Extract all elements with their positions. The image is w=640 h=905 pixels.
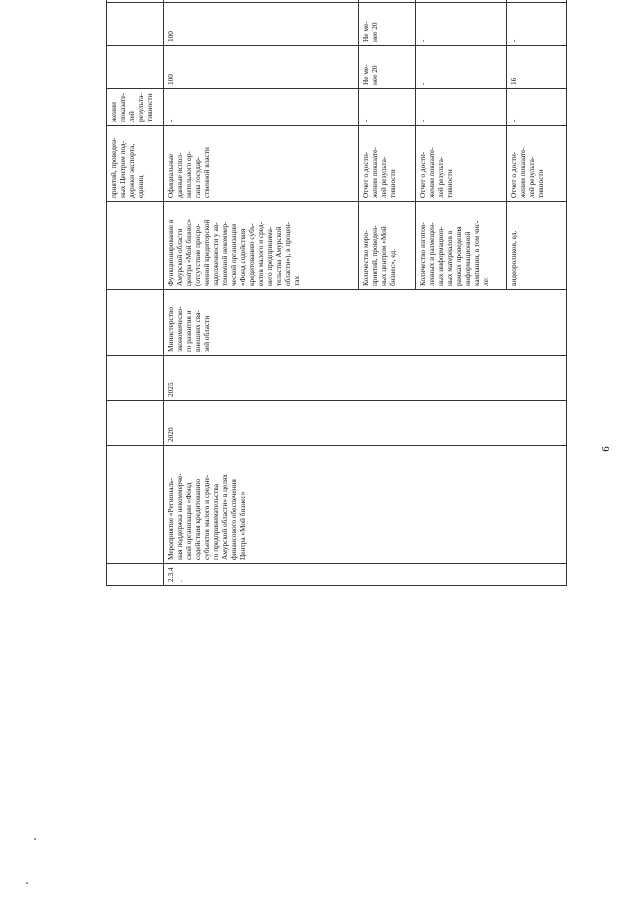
- row-cell: жении показате- лей результа- тивности: [107, 89, 164, 126]
- value-cell: -: [359, 89, 416, 126]
- data-table: [106, 0, 567, 586]
- value-cell: [416, 0, 507, 3]
- row-cell: [107, 202, 164, 290]
- value-cell: -: [416, 3, 507, 46]
- table-row: [164, 0, 359, 586]
- scan-speck: [26, 882, 28, 884]
- value-cell: -: [507, 3, 567, 46]
- source-cell: Отчет о дости- жении показате- лей результа- тивности: [359, 126, 416, 202]
- value-cell: 100: [164, 3, 359, 46]
- start-year-cell: 2020: [164, 401, 567, 446]
- value-cell: [164, 0, 359, 3]
- indicator-cell: видеороликов, ед.: [507, 202, 567, 290]
- value-cell: 100: [164, 46, 359, 89]
- row-cell: [107, 0, 164, 3]
- table-row: [107, 0, 164, 586]
- row-number-cell: 2.3.4.: [164, 564, 567, 586]
- source-cell: Отчет о дости- жении показате- лей результа- тивности: [507, 126, 567, 202]
- value-cell: -: [416, 89, 507, 126]
- row-cell: [107, 564, 164, 586]
- indicator-cell: Функционирование в Амурской области центра «Мой бизнес» (отсутствие просро- ченной кредиторской задолженности у ав- тономной некоммер- ческой организации «Фонд содействия кредитованию субъ- ектов малого и сред- него предпринима- тельства Амурской области»), в процен- тах: [164, 202, 359, 290]
- value-cell: 16: [507, 46, 567, 89]
- rotated-table-area: [106, 21, 571, 586]
- executor-cell: Министерство экономическо- го развития и внешних свя- зей области: [164, 290, 567, 356]
- row-cell: [107, 290, 164, 356]
- value-cell: [507, 0, 567, 3]
- row-cell: [107, 401, 164, 446]
- value-cell: -: [507, 89, 567, 126]
- end-year-cell: 2025: [164, 356, 567, 401]
- value-cell: [359, 0, 416, 3]
- row-cell: [107, 446, 164, 564]
- measure-name-cell: Мероприятие «Региональ- ная поддержка некоммерче- ской организации «Фонд содействия кредитованию субъектов малого и средне- го предпринимательства Амурской области» в целях финансового обеспечения Центра «Мой бизнес»: [164, 446, 567, 564]
- row-cell: [107, 3, 164, 46]
- row-cell: приятий, проведен- ных Центром под- держки экспорта, единиц: [107, 126, 164, 202]
- value-cell: Не ме- нее 20: [359, 46, 416, 89]
- source-cell: Отчет о дости- жении показате- лей результа- тивности: [416, 126, 507, 202]
- page-number: 6: [600, 446, 612, 452]
- value-cell: Не ме- нее 20: [359, 3, 416, 46]
- value-cell: -: [164, 89, 359, 126]
- row-cell: [107, 46, 164, 89]
- source-cell: Официальные данные испол- нительного ор- гана государ- ственной власти: [164, 126, 359, 202]
- indicator-cell: Количество изготов- ленных и размещен- ных информацион- ных материалов в рамках проведения информационной кампании, в том чис- ле:: [416, 202, 507, 290]
- indicator-cell: Количество меро- приятий, проведен- ных центром «Мой бизнес», ед.: [359, 202, 416, 290]
- scan-speck: [34, 838, 36, 840]
- row-cell: [107, 356, 164, 401]
- value-cell: -: [416, 46, 507, 89]
